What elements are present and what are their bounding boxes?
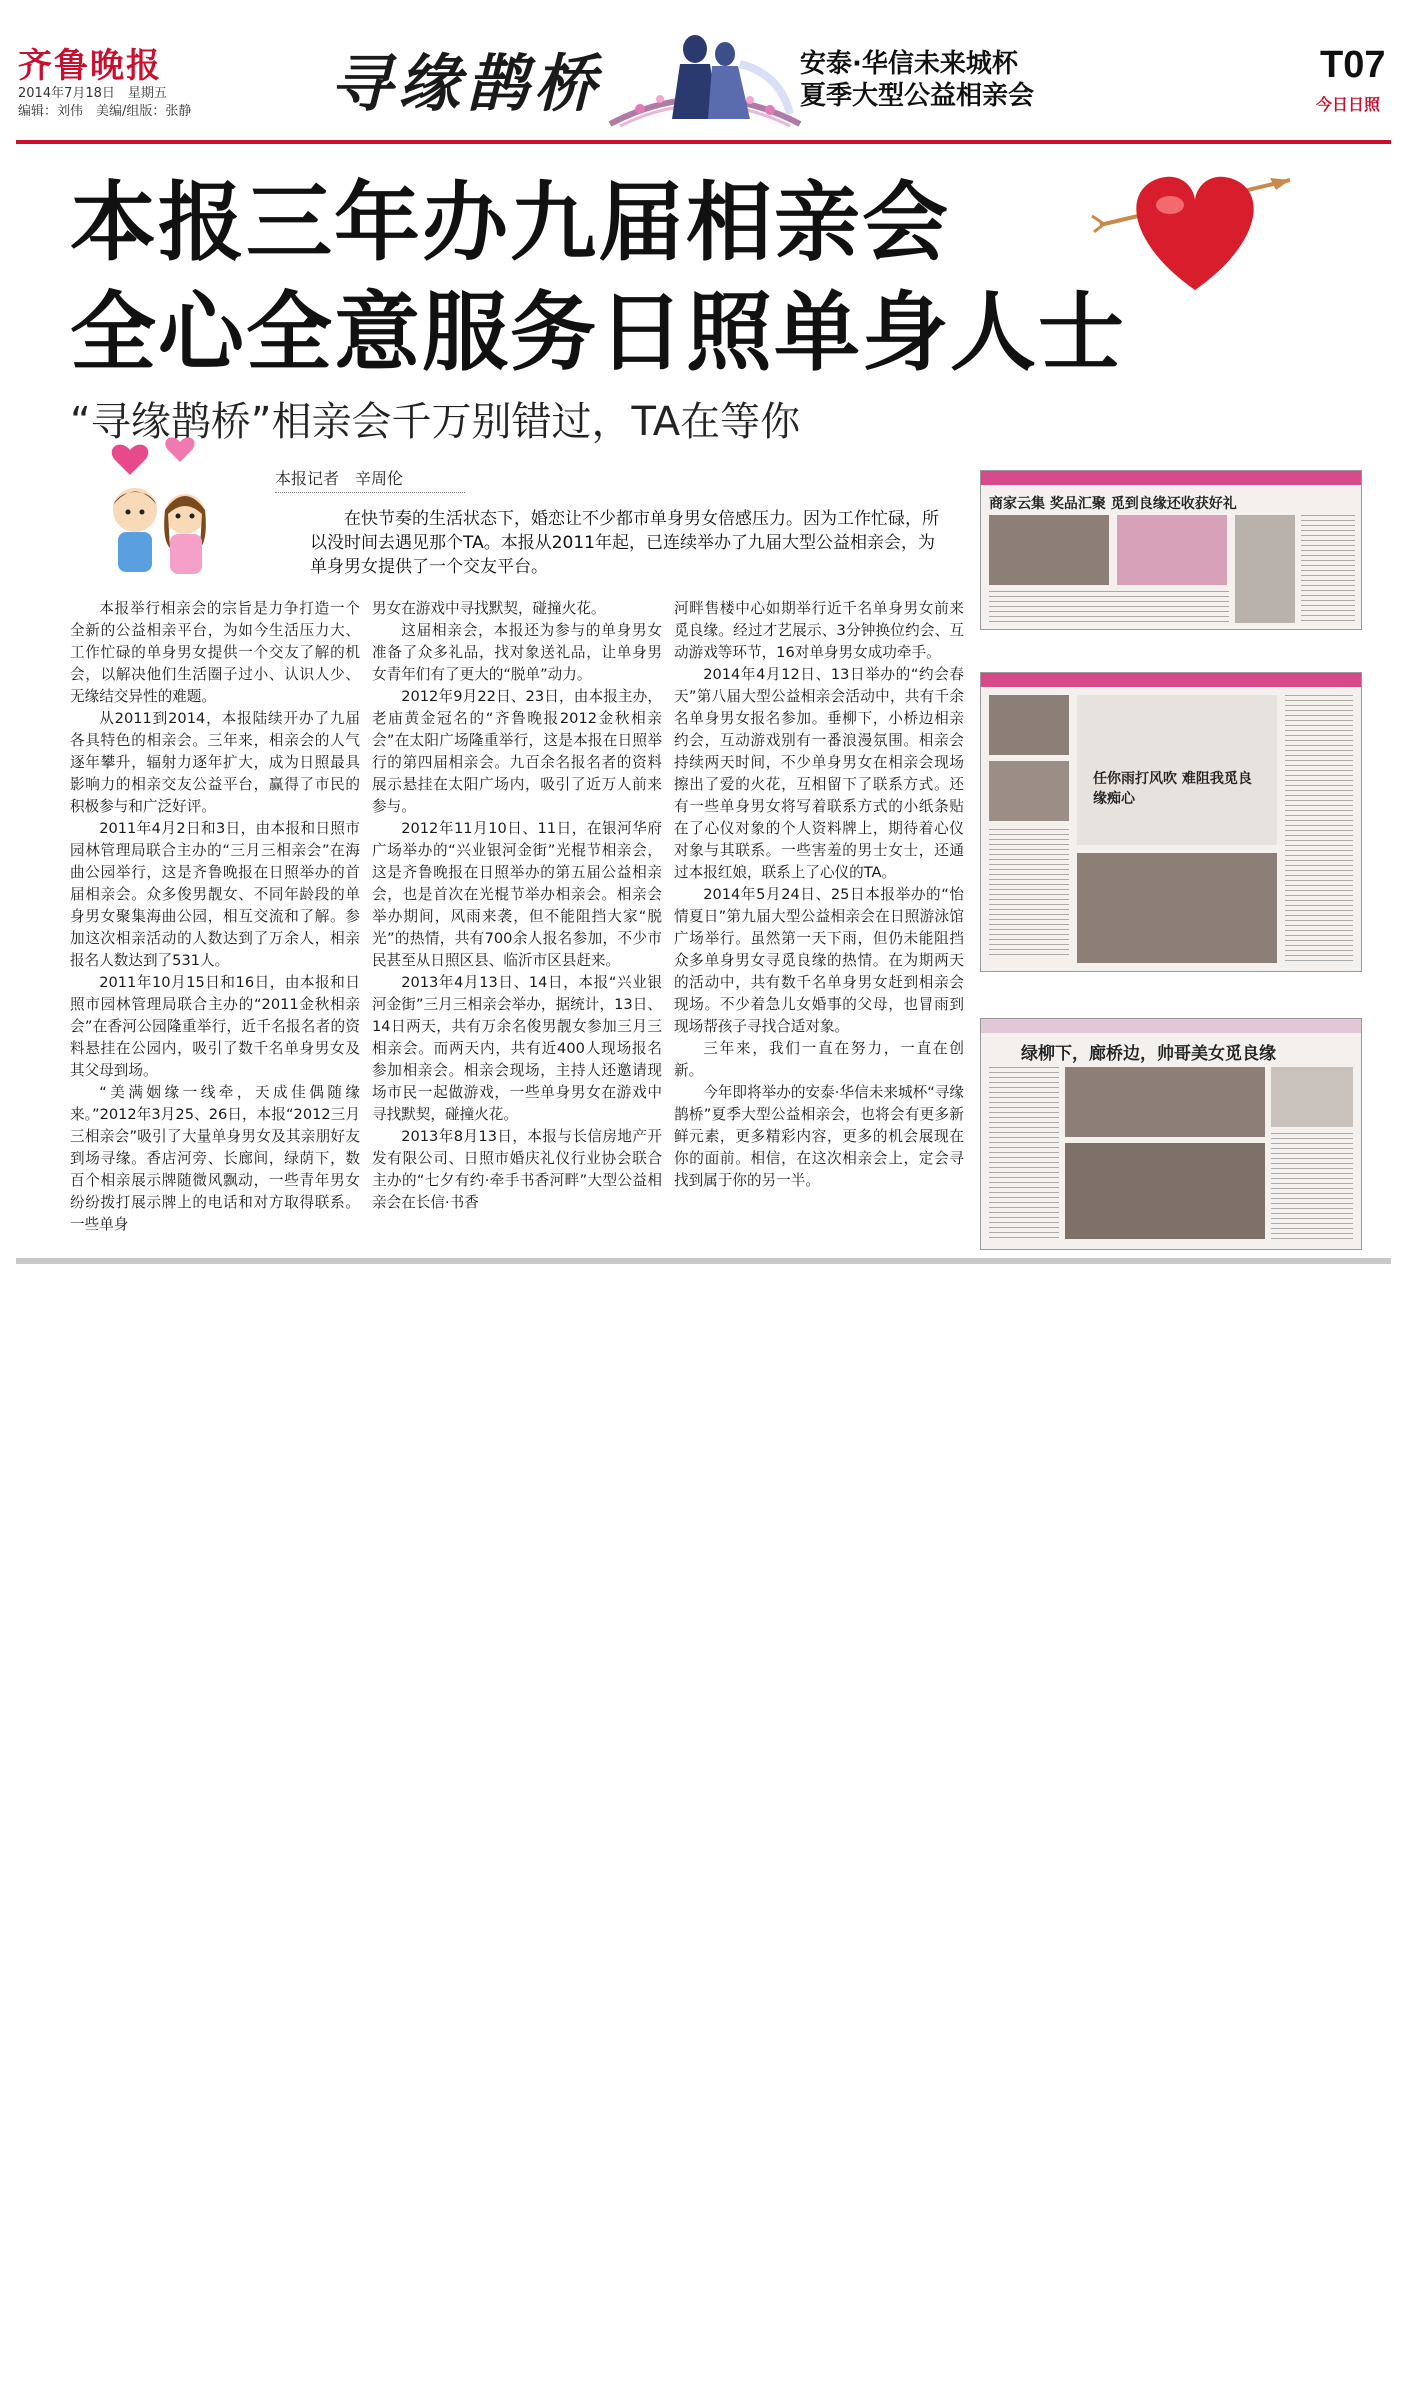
thumbnail-title: 任你雨打风吹 难阻我觅良缘痴心 xyxy=(1093,771,1252,807)
newspaper-masthead: 齐鲁晚报 xyxy=(18,46,162,86)
body-column-3 xyxy=(674,598,964,1192)
paragraph: 2011年10月15日和16日，由本报和日照市园林管理局联合主办的“2011金秋相亲会”在香河公园隆重举行，近千名报名者的资料悬挂在公园内，吸引了数千名单身男女及其父母到场。 xyxy=(70,974,360,1079)
past-page-thumbnail xyxy=(980,470,1362,630)
thumbnail-text-block xyxy=(989,1067,1059,1239)
thumbnail-photo xyxy=(1235,515,1295,623)
page-bottom-rule xyxy=(16,1258,1391,1264)
cartoon-couple-illustration xyxy=(90,430,230,580)
page-number: T07 xyxy=(1320,44,1386,86)
past-page-thumbnail xyxy=(980,1018,1362,1250)
event-title-line1: 安泰·华信未来城杯 xyxy=(800,49,1018,79)
paragraph: 河畔售楼中心如期举行近千名单身男女前来觅良缘。经过才艺展示、3分钟换位约会、互动游戏等环节，16对单身男女成功牵手。 xyxy=(674,600,964,661)
headline-line1: 本报三年办九届相亲会 xyxy=(70,173,950,273)
paragraph: 这届相亲会，本报还为参与的单身男女准备了众多礼品，找对象送礼品，让单身男女青年们有了更大的“脱单”动力。 xyxy=(372,622,662,683)
paragraph: 今年即将举办的安泰·华信未来城杯“寻缘鹊桥”夏季大型公益相亲会，也将会有更多新鲜元素，更多精彩内容，更多的机会展现在你的面前。相信，在这次相亲会上，定会寻找到属于你的另一半。 xyxy=(674,1084,964,1189)
deck-subheadline: “寻缘鹊桥”相亲会千万别错过，TA在等你 xyxy=(70,399,801,445)
thumbnail-header-band xyxy=(981,673,1361,687)
date-line: 2014年7月18日 星期五 xyxy=(18,86,167,101)
editor-line: 编辑：刘伟 美编/组版：张静 xyxy=(18,104,192,119)
thumbnail-photo xyxy=(1065,1143,1265,1239)
byline: 本报记者 辛周伦 xyxy=(275,466,465,493)
couple-silhouette-illustration xyxy=(600,14,810,134)
thumbnail-header-band xyxy=(981,471,1361,485)
paragraph: 2013年8月13日，本报与长信房地产开发有限公司、日照市婚庆礼仪行业协会联合主办的“七夕有约·牵手书香河畔”大型公益相亲会在长信·书香 xyxy=(372,1128,662,1211)
thumbnail-photo xyxy=(989,695,1069,755)
thumbnail-photo xyxy=(989,761,1069,821)
thumbnail-text-block xyxy=(1301,515,1355,623)
thumbnail-title: 绿柳下，廊桥边，帅哥美女觅良缘 xyxy=(1021,1044,1276,1064)
event-title xyxy=(800,48,1034,112)
paragraph: 2012年9月22日、23日，由本报主办，老庙黄金冠名的“齐鲁晚报2012金秋相亲会”在太阳广场隆重举行，这是本报在日照举行的第四届相亲会。九百余名报名者的资料展示悬挂在太阳广场内，吸引了近万人前来参与。 xyxy=(372,688,662,815)
event-title-line2: 夏季大型公益相亲会 xyxy=(800,81,1035,111)
paragraph: 2012年11月10日、11日，在银河华府广场举办的“兴业银河金街”光棍节相亲会，这是齐鲁晚报在日照举办的第五届公益相亲会，也是首次在光棍节举办相亲会。相亲会举办期间，风雨来袭，但不能阻挡大家“脱光”的热情，共有700余人报名参加，不少市民甚至从日照区县、临沂市区县赶来。 xyxy=(372,820,662,969)
thumbnail-photo xyxy=(989,515,1109,585)
paragraph: 2013年4月13日、14日，本报“兴业银河金街”三月三相亲会举办，据统计，13日、14日两天，共有万余名俊男靓女参加三月三相亲会。而两天内，共有近400人现场报名参加相亲会。相亲会现场，主持人还邀请现场市民一起做游戏，一些单身男女在游戏中寻找默契，碰撞火花。 xyxy=(372,974,662,1123)
section-title: 寻缘鹊桥 xyxy=(330,47,603,120)
thumbnail-text-block xyxy=(989,829,1069,959)
thumbnail-text-block xyxy=(989,591,1229,623)
paragraph: 2014年5月24日、25日本报举办的“怡情夏日”第九届大型公益相亲会在日照游泳馆广场举行。虽然第一天下雨，但仍未能阻挡众多单身男女寻觅良缘的热情。在为期两天的活动中，共有数千名单身男女赶到相亲会现场。不少着急儿女婚事的父母，也冒雨到现场帮孩子寻找合适对象。 xyxy=(674,886,964,1035)
paragraph: 2014年4月12日、13日举办的“约会春天”第八届大型公益相亲会活动中，共有千余名单身男女报名参加。垂柳下，小桥边相亲约会，互动游戏别有一番浪漫氛围。相亲会持续两天时间，不少单身男女在相亲会现场擦出了爱的火花，互相留下了联系方式。还有一些单身男女将写着联系方式的小纸条贴在了心仪对象的个人资料牌上，期待着心仪对象与其联系。一些害羞的男士女士，还通过本报红娘，联系上了心仪的TA。 xyxy=(674,666,964,881)
thumbnail-photo xyxy=(1065,1067,1265,1137)
past-page-thumbnail xyxy=(980,672,1362,972)
paragraph: 2011年4月2日和3日，由本报和日照市园林管理局联合主办的“三月三相亲会”在海曲公园举行，这是齐鲁晚报在日照举办的首届相亲会。众多俊男靓女、不同年龄段的单身男女聚集海曲公园，相互交流和了解。参加这次相亲活动的人数达到了万余人，相亲报名人数达到了531人。 xyxy=(70,820,360,969)
paragraph: 男女在游戏中寻找默契，碰撞火花。 xyxy=(372,600,606,617)
paragraph: “美满姻缘一线牵，天成佳偶随缘来。”2012年3月25、26日，本报“2012三月三相亲会”吸引了大量单身男女及其亲朋好友到场寻缘。香店河旁、长廊间，绿荫下，数百个相亲展示牌随微风飘动，一些青年男女纷纷拨打展示牌上的电话和对方取得联系。一些单身 xyxy=(70,1084,360,1233)
paragraph: 三年来，我们一直在努力，一直在创新。 xyxy=(674,1040,964,1079)
body-column-2 xyxy=(372,598,662,1214)
lead-paragraph: 在快节奏的生活状态下，婚恋让不少都市单身男女倍感压力。因为工作忙碌，所以没时间去遇见那个TA。本报从2011年起，已连续举办了九届大型公益相亲会，为单身男女提供了一个交友平台。 xyxy=(310,509,939,577)
thumbnail-title: 商家云集 奖品汇聚 觅到良缘还收获好礼 xyxy=(989,496,1237,512)
body-column-1 xyxy=(70,598,360,1236)
heart-arrow-icon xyxy=(1090,150,1300,300)
headline-line2: 全心全意服务日照单身人士 xyxy=(70,283,1126,383)
paragraph: 从2011到2014，本报陆续开办了九届各具特色的相亲会。三年来，相亲会的人气逐年攀升，辐射力逐年扩大，成为日照最具影响力的相亲交友公益平台，赢得了市民的积极参与和广泛好评。 xyxy=(70,710,360,815)
thumbnail-text-block xyxy=(1271,1133,1353,1239)
thumbnail-photo xyxy=(1271,1067,1353,1127)
page-section-label: 今日日照 xyxy=(1316,95,1381,114)
thumbnail-photo xyxy=(1117,515,1227,585)
thumbnail-photo xyxy=(1077,853,1277,963)
header-rule xyxy=(16,140,1391,144)
thumbnail-header-band xyxy=(981,1019,1361,1033)
thumbnail-text-block xyxy=(1285,695,1353,963)
paragraph: 本报举行相亲会的宗旨是力争打造一个全新的公益相亲平台，为如今生活压力大、工作忙碌的单身男女提供一个交友了解的机会，以解决他们生活圈子过小、认识人少、无缘结交异性的难题。 xyxy=(70,600,360,705)
